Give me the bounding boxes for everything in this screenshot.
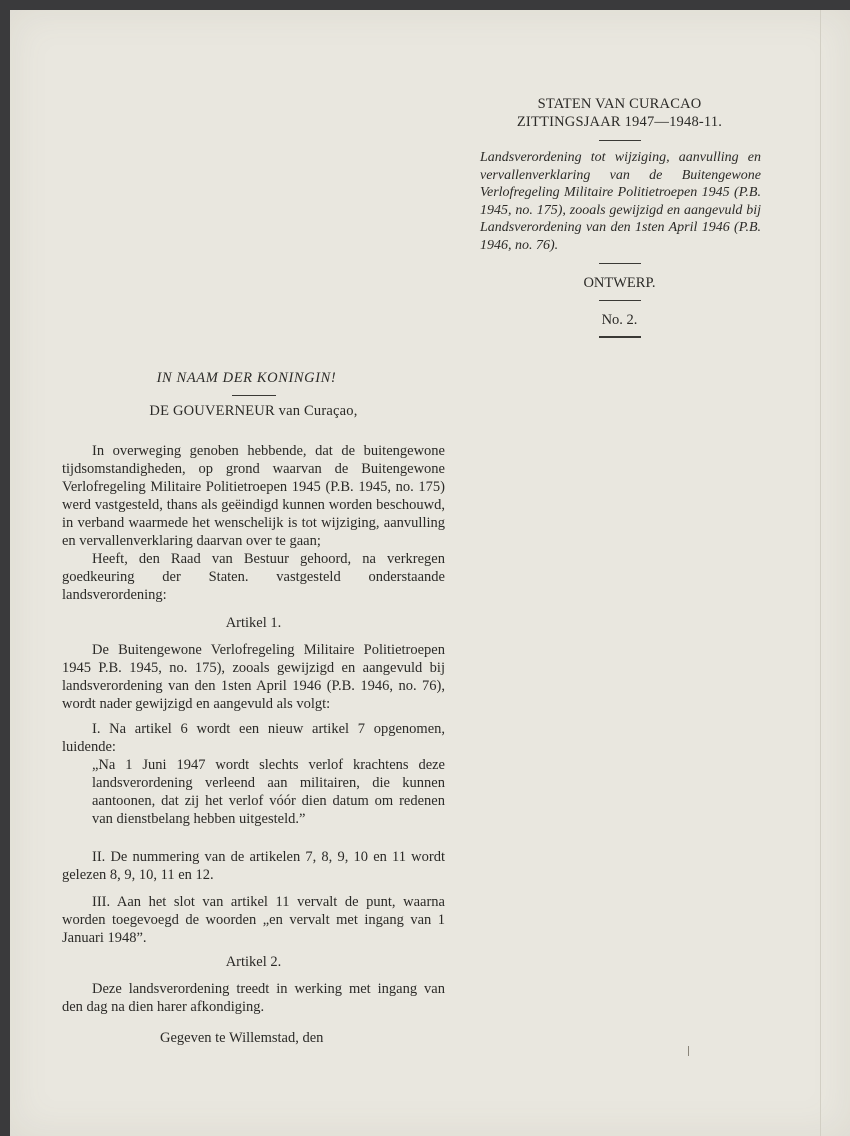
artikel-2-text: Deze landsverordening treedt in werking met ingang van den dag na dien harer afkondiging. [62, 981, 445, 1015]
overweging-paragraph: In overweging genoben hebbende, dat de buitengewone tijdsomstandigheden, op grond waarvan de Buitengewone Verlofregeling Militaire Politietroepen 1945 (P.B. 1945, no. 175) werd vastgesteld, thans als geëindigd kunnen worden beschouwd, in verband waarmede het wenschelijk is tot wijziging, aanvulling en vervallenverklaring daarvan over te gaan; [62, 443, 445, 549]
item-iii: III. Aan het slot van artikel 11 vervalt de punt, waarna worden toegevoegd de woorden „en vervalt met ingang van 1 Januari 1948”. [62, 894, 445, 946]
ontwerp-label: ONTWERP. [583, 275, 656, 291]
artikel-2-heading: Artikel 2. [225, 954, 282, 970]
document-header [478, 95, 761, 338]
ordinance-title: Landsverordening tot wijziging, aanvulling en vervallenverklaring van de Buitengewone Verlofregeling Militaire Politietroepen 1945 (P.B. 1945, no. 175), zooals gewijzigd en aangevuld bij Landsverordening van den 1sten April 1946 (P.B. 1946, no. 76). [480, 150, 761, 253]
paper-mark [688, 1046, 689, 1056]
page-edge-line [820, 10, 821, 1136]
item-i-quote: „Na 1 Juni 1947 wordt slechts verlof krachtens deze landsverordening verleend aan militairen, die kunnen aantoonen, dat zij het verlof vóór dien datum om redenen van dienstbelang hebben uitgesteld.” [92, 757, 445, 827]
divider [599, 140, 641, 141]
divider [232, 395, 276, 396]
divider [599, 300, 641, 301]
heeft-paragraph: Heeft, den Raad van Bestuur gehoord, na verkregen goedkeuring der Staten. vastgesteld onderstaande landsverordening: [62, 551, 445, 603]
divider [599, 336, 641, 338]
artikel-1-heading: Artikel 1. [225, 615, 282, 631]
document-number: No. 2. [601, 312, 638, 328]
gegeven-line: Gegeven te Willemstad, den [160, 1030, 324, 1046]
gouverneur-line: DE GOUVERNEUR van Curaçao, [149, 403, 358, 419]
divider [599, 263, 641, 264]
in-naam-heading: IN NAAM DER KONINGIN! [156, 370, 337, 386]
document-body [62, 369, 445, 1047]
item-ii: II. De nummering van de artikelen 7, 8, 9, 10 en 11 wordt gelezen 8, 9, 10, 11 en 12. [62, 849, 445, 883]
artikel-1-text: De Buitengewone Verlofregeling Militaire Politietroepen 1945 P.B. 1945, no. 175), zooals gewijzigd en aangevuld bij landsverordening van den 1sten April 1946 (P.B. 1946, no. 76), wordt nader gewijzigd en aangevuld als volgt: [62, 642, 445, 712]
header-staten: STATEN VAN CURACAO [537, 96, 702, 112]
item-i: I. Na artikel 6 wordt een nieuw artikel 7 opgenomen, luidende: [62, 721, 445, 755]
header-zittingsjaar: ZITTINGSJAAR 1947—1948-11. [516, 114, 723, 130]
